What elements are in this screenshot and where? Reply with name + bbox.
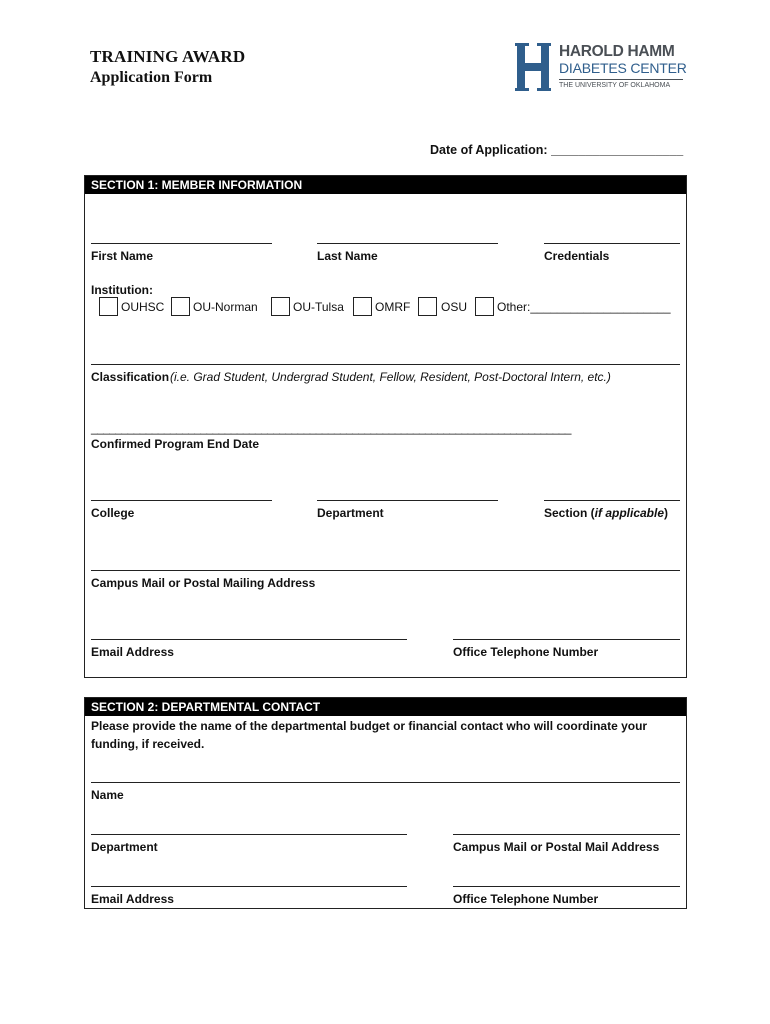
checkbox-omrf[interactable] (353, 297, 372, 316)
section1-heading: SECTION 1: MEMBER INFORMATION (85, 176, 686, 194)
section-departmental-contact (84, 697, 687, 909)
department-label: Department (317, 506, 384, 520)
section-input-line[interactable] (544, 500, 680, 501)
checkbox-ouhsc[interactable] (99, 297, 118, 316)
classification-hint: (i.e. Grad Student, Undergrad Student, Fellow, Resident, Post-Doctoral Intern, etc.) (170, 370, 611, 384)
logo-divider (559, 79, 683, 80)
section-member-information (84, 175, 687, 678)
credentials-input-line[interactable] (544, 243, 680, 244)
email-label: Email Address (91, 645, 174, 659)
classification-input-line[interactable] (91, 364, 680, 365)
logo-text-diabetes-center: DIABETES CENTER (559, 60, 687, 76)
checkbox-ou-tulsa[interactable] (271, 297, 290, 316)
date-of-application-field[interactable]: Date of Application: ___________________ (430, 143, 684, 157)
college-label: College (91, 506, 135, 520)
institution-ou-tulsa-label: OU-Tulsa (293, 300, 344, 314)
department-input-line[interactable] (317, 500, 498, 501)
harold-hamm-logo (515, 42, 695, 94)
end-date-label: Confirmed Program End Date (91, 437, 260, 451)
section-label: Section (if applicable) (544, 506, 669, 520)
institution-ouhsc-label: OUHSC (121, 300, 165, 314)
contact-phone-input-line[interactable] (453, 886, 680, 887)
mailing-address-input-line[interactable] (91, 570, 680, 571)
classification-label: Classification (91, 370, 170, 384)
institution-label: Institution: (91, 283, 153, 297)
institution-osu-label: OSU (441, 300, 468, 314)
form-title: TRAINING AWARD (90, 47, 246, 66)
checkbox-ou-norman[interactable] (171, 297, 190, 316)
first-name-input-line[interactable] (91, 243, 272, 244)
first-name-label: First Name (91, 249, 154, 263)
contact-department-label: Department (91, 840, 158, 854)
contact-phone-label: Office Telephone Number (453, 892, 599, 906)
contact-email-input-line[interactable] (91, 886, 407, 887)
institution-ou-norman-label: OU-Norman (193, 300, 258, 314)
last-name-input-line[interactable] (317, 243, 498, 244)
contact-email-label: Email Address (91, 892, 174, 906)
form-subtitle: Application Form (90, 69, 213, 86)
section2-instructions: Please provide the name of the departmental budget or financial contact who will coordinate your funding, if received. (91, 719, 648, 751)
end-date-input-line[interactable]: _______________________________________________________________________________ (91, 421, 571, 435)
section2-heading: SECTION 2: DEPARTMENTAL CONTACT (85, 698, 686, 716)
contact-mail-address-input-line[interactable] (453, 834, 680, 835)
logo-text-harold-hamm: HAROLD HAMM (559, 43, 675, 60)
checkbox-other[interactable] (475, 297, 494, 316)
email-input-line[interactable] (91, 639, 407, 640)
last-name-label: Last Name (317, 249, 378, 263)
checkbox-osu[interactable] (418, 297, 437, 316)
contact-department-input-line[interactable] (91, 834, 407, 835)
contact-name-label: Name (91, 788, 124, 802)
college-input-line[interactable] (91, 500, 272, 501)
phone-input-line[interactable] (453, 639, 680, 640)
institution-omrf-label: OMRF (375, 300, 411, 314)
contact-mail-address-label: Campus Mail or Postal Mail Address (453, 840, 660, 854)
contact-name-input-line[interactable] (91, 782, 680, 783)
logo-text-university: THE UNIVERSITY OF OKLAHOMA (559, 82, 671, 89)
hamm-h-logo-icon (515, 42, 551, 92)
mailing-address-label: Campus Mail or Postal Mailing Address (91, 576, 316, 590)
phone-label: Office Telephone Number (453, 645, 599, 659)
credentials-label: Credentials (544, 249, 610, 263)
institution-other-field[interactable]: Other:_____________________ (497, 300, 671, 314)
